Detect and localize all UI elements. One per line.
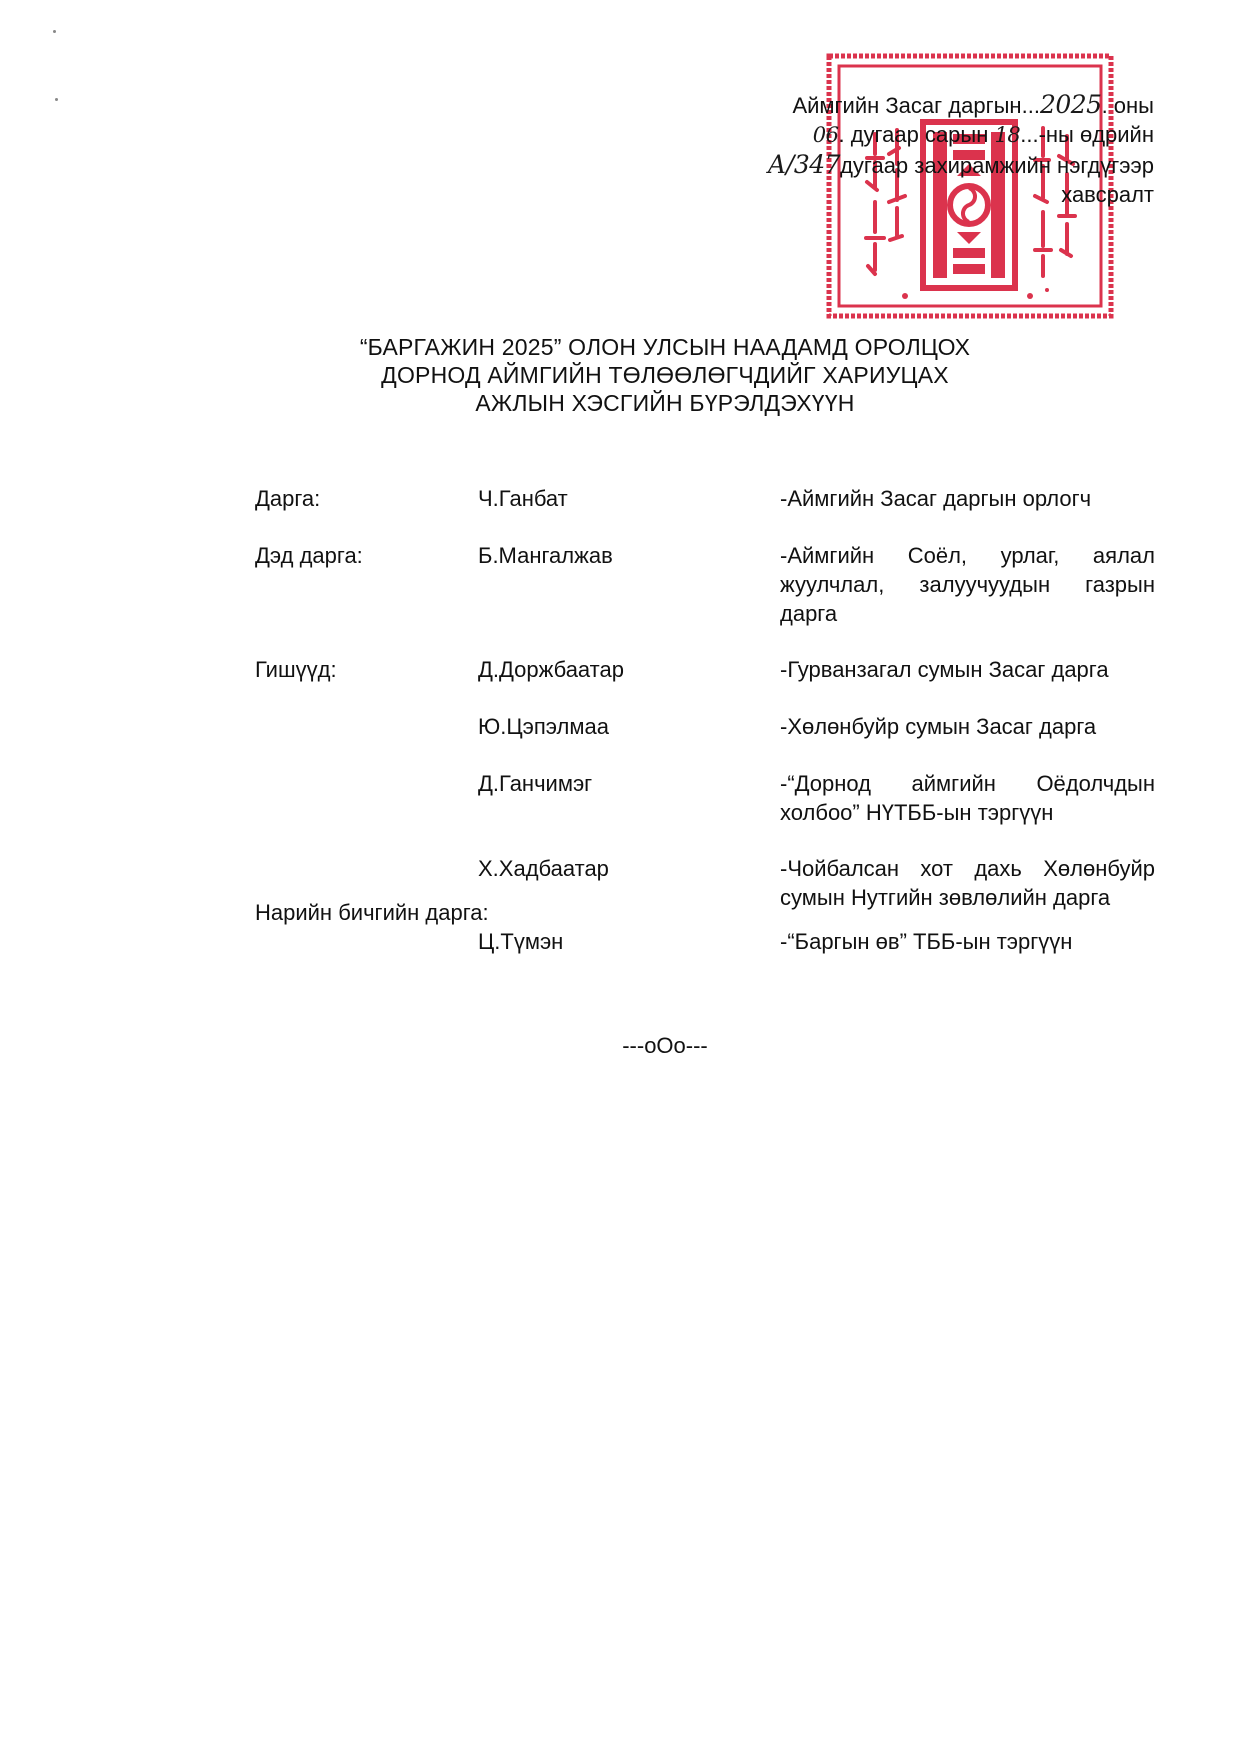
member-row-chair	[255, 484, 1155, 513]
member-row	[255, 655, 1155, 684]
member-name: Д.Ганчимэг	[478, 771, 593, 796]
attachment-line-4: хавсралт	[1061, 182, 1154, 207]
scan-speck	[55, 98, 58, 101]
title-line-2: ДОРНОД АЙМГИЙН ТӨЛӨӨЛӨГЧДИЙГ ХАРИУЦАХ	[381, 362, 949, 388]
attachment-line1-prefix: Аймгийн Засаг даргын	[792, 93, 1022, 118]
member-name: Б.Мангалжав	[478, 543, 613, 568]
member-name: Ч.Ганбат	[478, 486, 568, 511]
attachment-dots: ...	[1020, 122, 1039, 147]
member-name: Д.Доржбаатар	[478, 657, 624, 682]
attachment-line2-suffix: -ны өдрийн	[1038, 122, 1154, 147]
attachment-line-1	[768, 90, 1155, 120]
attachment-line-2	[768, 120, 1155, 150]
member-name: Ц.Түмэн	[478, 929, 564, 954]
attachment-line2-mid: дугаар сарын	[850, 122, 989, 147]
attachment-dot: .	[1101, 93, 1114, 118]
attachment-month-handwritten: 06	[812, 123, 839, 147]
member-name: Ю.Цэпэлмаа	[478, 714, 609, 739]
member-row	[255, 769, 1155, 827]
attachment-year-handwritten: 2025	[1039, 90, 1102, 119]
member-row-secretary-role	[255, 898, 1155, 927]
role-label: Гишүүд:	[255, 657, 337, 682]
member-position: -Гурванзагал сумын Засаг дарга	[780, 657, 1109, 682]
member-position: -Аймгийн Соёл, урлаг, аялал жуулчлал, залуучуудын газрын дарга	[780, 543, 1155, 626]
title-line-3: АЖЛЫН ХЭСГИЙН БҮРЭЛДЭХҮҮН	[475, 390, 855, 416]
attachment-dot: .	[838, 122, 851, 147]
member-row-secretary	[255, 927, 1155, 956]
attachment-line-3	[768, 150, 1155, 180]
attachment-dots: ...	[1021, 93, 1040, 118]
member-position: -“Баргын өв” ТББ-ын тэргүүн	[780, 929, 1073, 954]
member-position: -“Дорнод аймгийн Оёдолчдын холбоо” НҮТББ-ын тэргүүн	[780, 771, 1155, 825]
role-label: Дэд дарга:	[255, 543, 363, 568]
title-line-1: “БАРГАЖИН 2025” ОЛОН УЛСЫН НААДАМД ОРОЛЦОХ	[359, 334, 971, 360]
member-position: -Хөлөнбуйр сумын Засаг дарга	[780, 714, 1097, 739]
member-row	[255, 712, 1155, 741]
attachment-number-handwritten: А/347	[767, 150, 841, 179]
attachment-day-handwritten: 18	[994, 123, 1021, 147]
attachment-line3-suffix: дугаар захирамжийн нэгдүгээр	[840, 153, 1154, 178]
scan-speck	[53, 30, 56, 33]
role-label: Нарийн бичгийн дарга:	[255, 900, 489, 925]
attachment-line1-suffix: оны	[1113, 93, 1154, 118]
attachment-note	[768, 90, 1155, 209]
member-position: -Аймгийн Засаг даргын орлогч	[780, 486, 1092, 511]
role-label: Дарга:	[255, 486, 321, 511]
member-row-vice-chair	[255, 541, 1155, 628]
document-end-mark: ---оОо---	[622, 1033, 708, 1058]
member-position: -Чойбалсан хот дахь Хөлөнбуйр сумын Нутгийн зөвлөлийн дарга	[780, 856, 1155, 910]
members-table	[255, 484, 1155, 956]
member-name: Х.Хадбаатар	[478, 856, 609, 881]
document-title	[0, 333, 1240, 417]
